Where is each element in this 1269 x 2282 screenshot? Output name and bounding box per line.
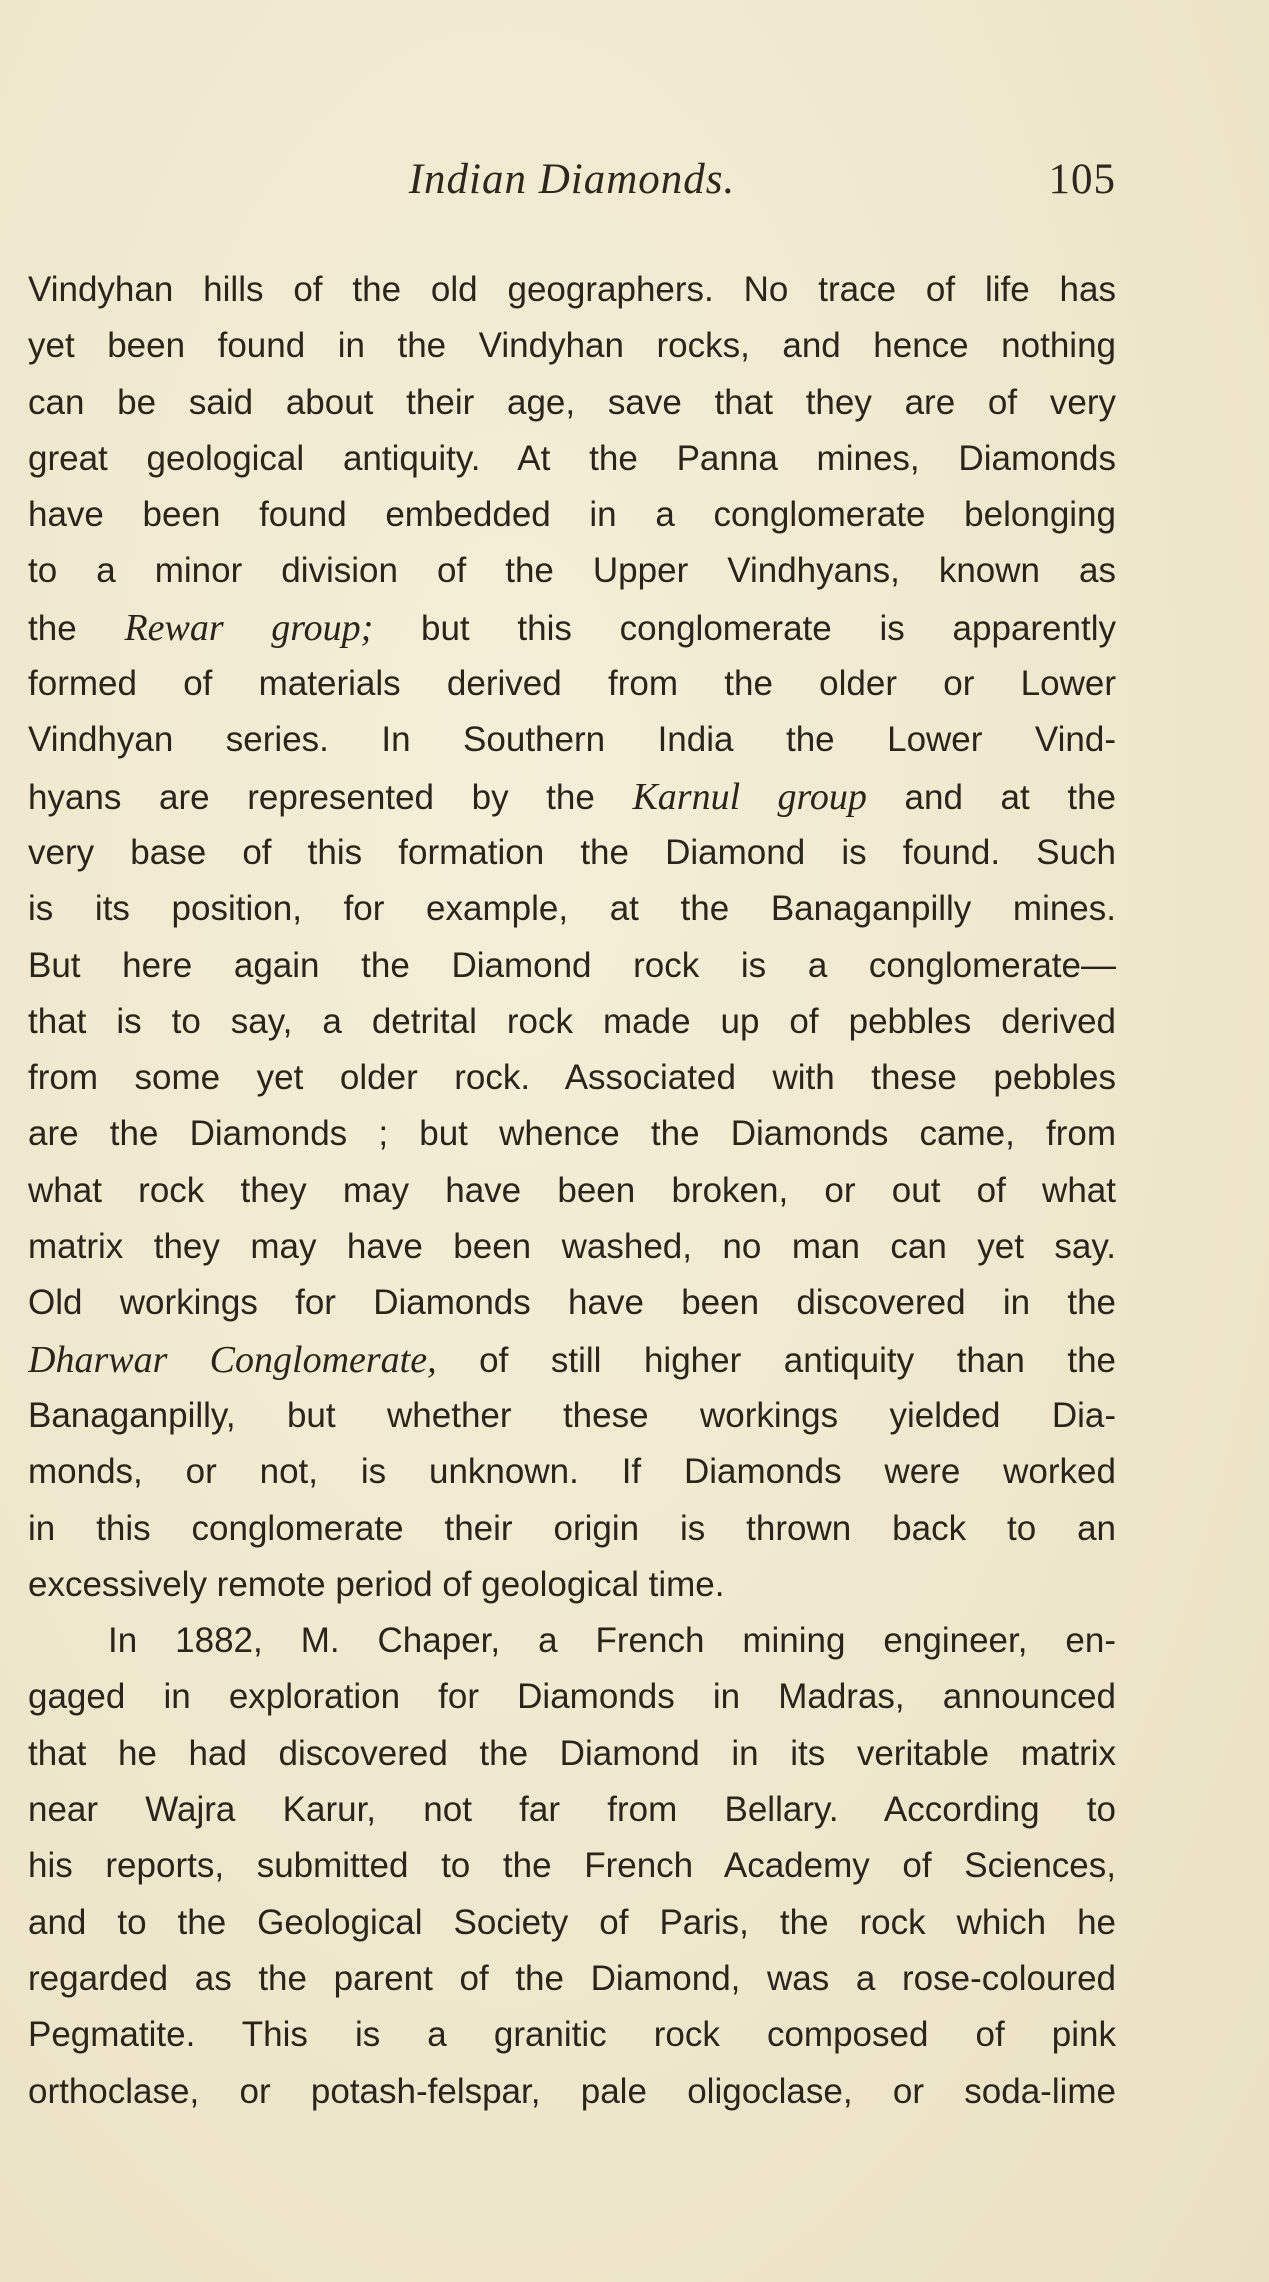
text-line: near Wajra Karur, not far from Bellary. According to (28, 1790, 1116, 1830)
body-text (28, 262, 1116, 2120)
text-line: gaged in exploration for Diamonds in Madras, announced (28, 1677, 1116, 1717)
text-line: formed of materials derived from the older or Lower (28, 664, 1116, 704)
text-line (28, 600, 1116, 656)
running-title: Indian Diamonds. (408, 156, 736, 203)
text-line: Banaganpilly, but whether these workings yielded Dia- (28, 1395, 1116, 1435)
text-line: from some yet older rock. Associated with these pebbles (28, 1058, 1116, 1098)
text-line (28, 769, 1116, 825)
text-line: that he had discovered the Diamond in its veritable matrix (28, 1733, 1116, 1773)
italic-term-karnul-group: Karnul group (632, 775, 867, 818)
text-line: have been found embedded in a conglomerate belonging (28, 495, 1116, 535)
text-line: But here again the Diamond rock is a conglomerate— (28, 945, 1116, 985)
text-line: can be said about their age, save that they are of very (28, 382, 1116, 422)
line-text: the (28, 608, 125, 648)
text-line: Pegmatite. This is a granitic rock composed of pink (28, 2015, 1116, 2055)
text-line (28, 1332, 1116, 1388)
text-line: orthoclase, or potash-felspar, pale oligoclase, or soda-lime (28, 2071, 1116, 2111)
text-line: what rock they may have been broken, or out of what (28, 1170, 1116, 1210)
page-number: 105 (1048, 156, 1116, 203)
italic-term-rewar-group: Rewar group; (124, 606, 374, 649)
text-line: Vindhyan series. In Southern India the Lower Vind- (28, 720, 1116, 760)
line-text: but this conglomerate is apparently (373, 608, 1116, 648)
line-text: and at the (866, 777, 1116, 817)
running-head (28, 150, 1116, 210)
line-text: hyans are represented by the (28, 777, 633, 817)
text-line: to a minor division of the Upper Vindhyans, known as (28, 551, 1116, 591)
paragraph-start-line: In 1882, M. Chaper, a French mining engineer, en- (108, 1621, 1116, 1661)
text-line: monds, or not, is unknown. If Diamonds were worked (28, 1452, 1116, 1492)
text-line: Old workings for Diamonds have been discovered in the (28, 1283, 1116, 1323)
italic-term-dharwar-conglomerate: Dharwar Conglomerate, (28, 1338, 437, 1381)
text-line: very base of this formation the Diamond is found. Such (28, 832, 1116, 872)
text-line: regarded as the parent of the Diamond, was a rose-coloured (28, 1958, 1116, 1998)
text-line: his reports, submitted to the French Academy of Sciences, (28, 1846, 1116, 1886)
text-line: in this conglomerate their origin is thrown back to an (28, 1508, 1116, 1548)
text-line: matrix they may have been washed, no man can yet say. (28, 1227, 1116, 1267)
line-text: of still higher antiquity than the (436, 1340, 1116, 1380)
text-line: and to the Geological Society of Paris, the rock which he (28, 1902, 1116, 1942)
text-line: Vindyhan hills of the old geographers. No trace of life has (28, 270, 1116, 309)
paragraph-end-line: excessively remote period of geological time. (28, 1564, 725, 1604)
text-line: yet been found in the Vindyhan rocks, and hence nothing (28, 326, 1116, 366)
text-line: great geological antiquity. At the Panna mines, Diamonds (28, 438, 1116, 478)
text-line: is its position, for example, at the Banaganpilly mines. (28, 889, 1116, 929)
text-line: are the Diamonds ; but whence the Diamonds came, from (28, 1114, 1116, 1154)
text-line: that is to say, a detrital rock made up of pebbles derived (28, 1001, 1116, 1041)
